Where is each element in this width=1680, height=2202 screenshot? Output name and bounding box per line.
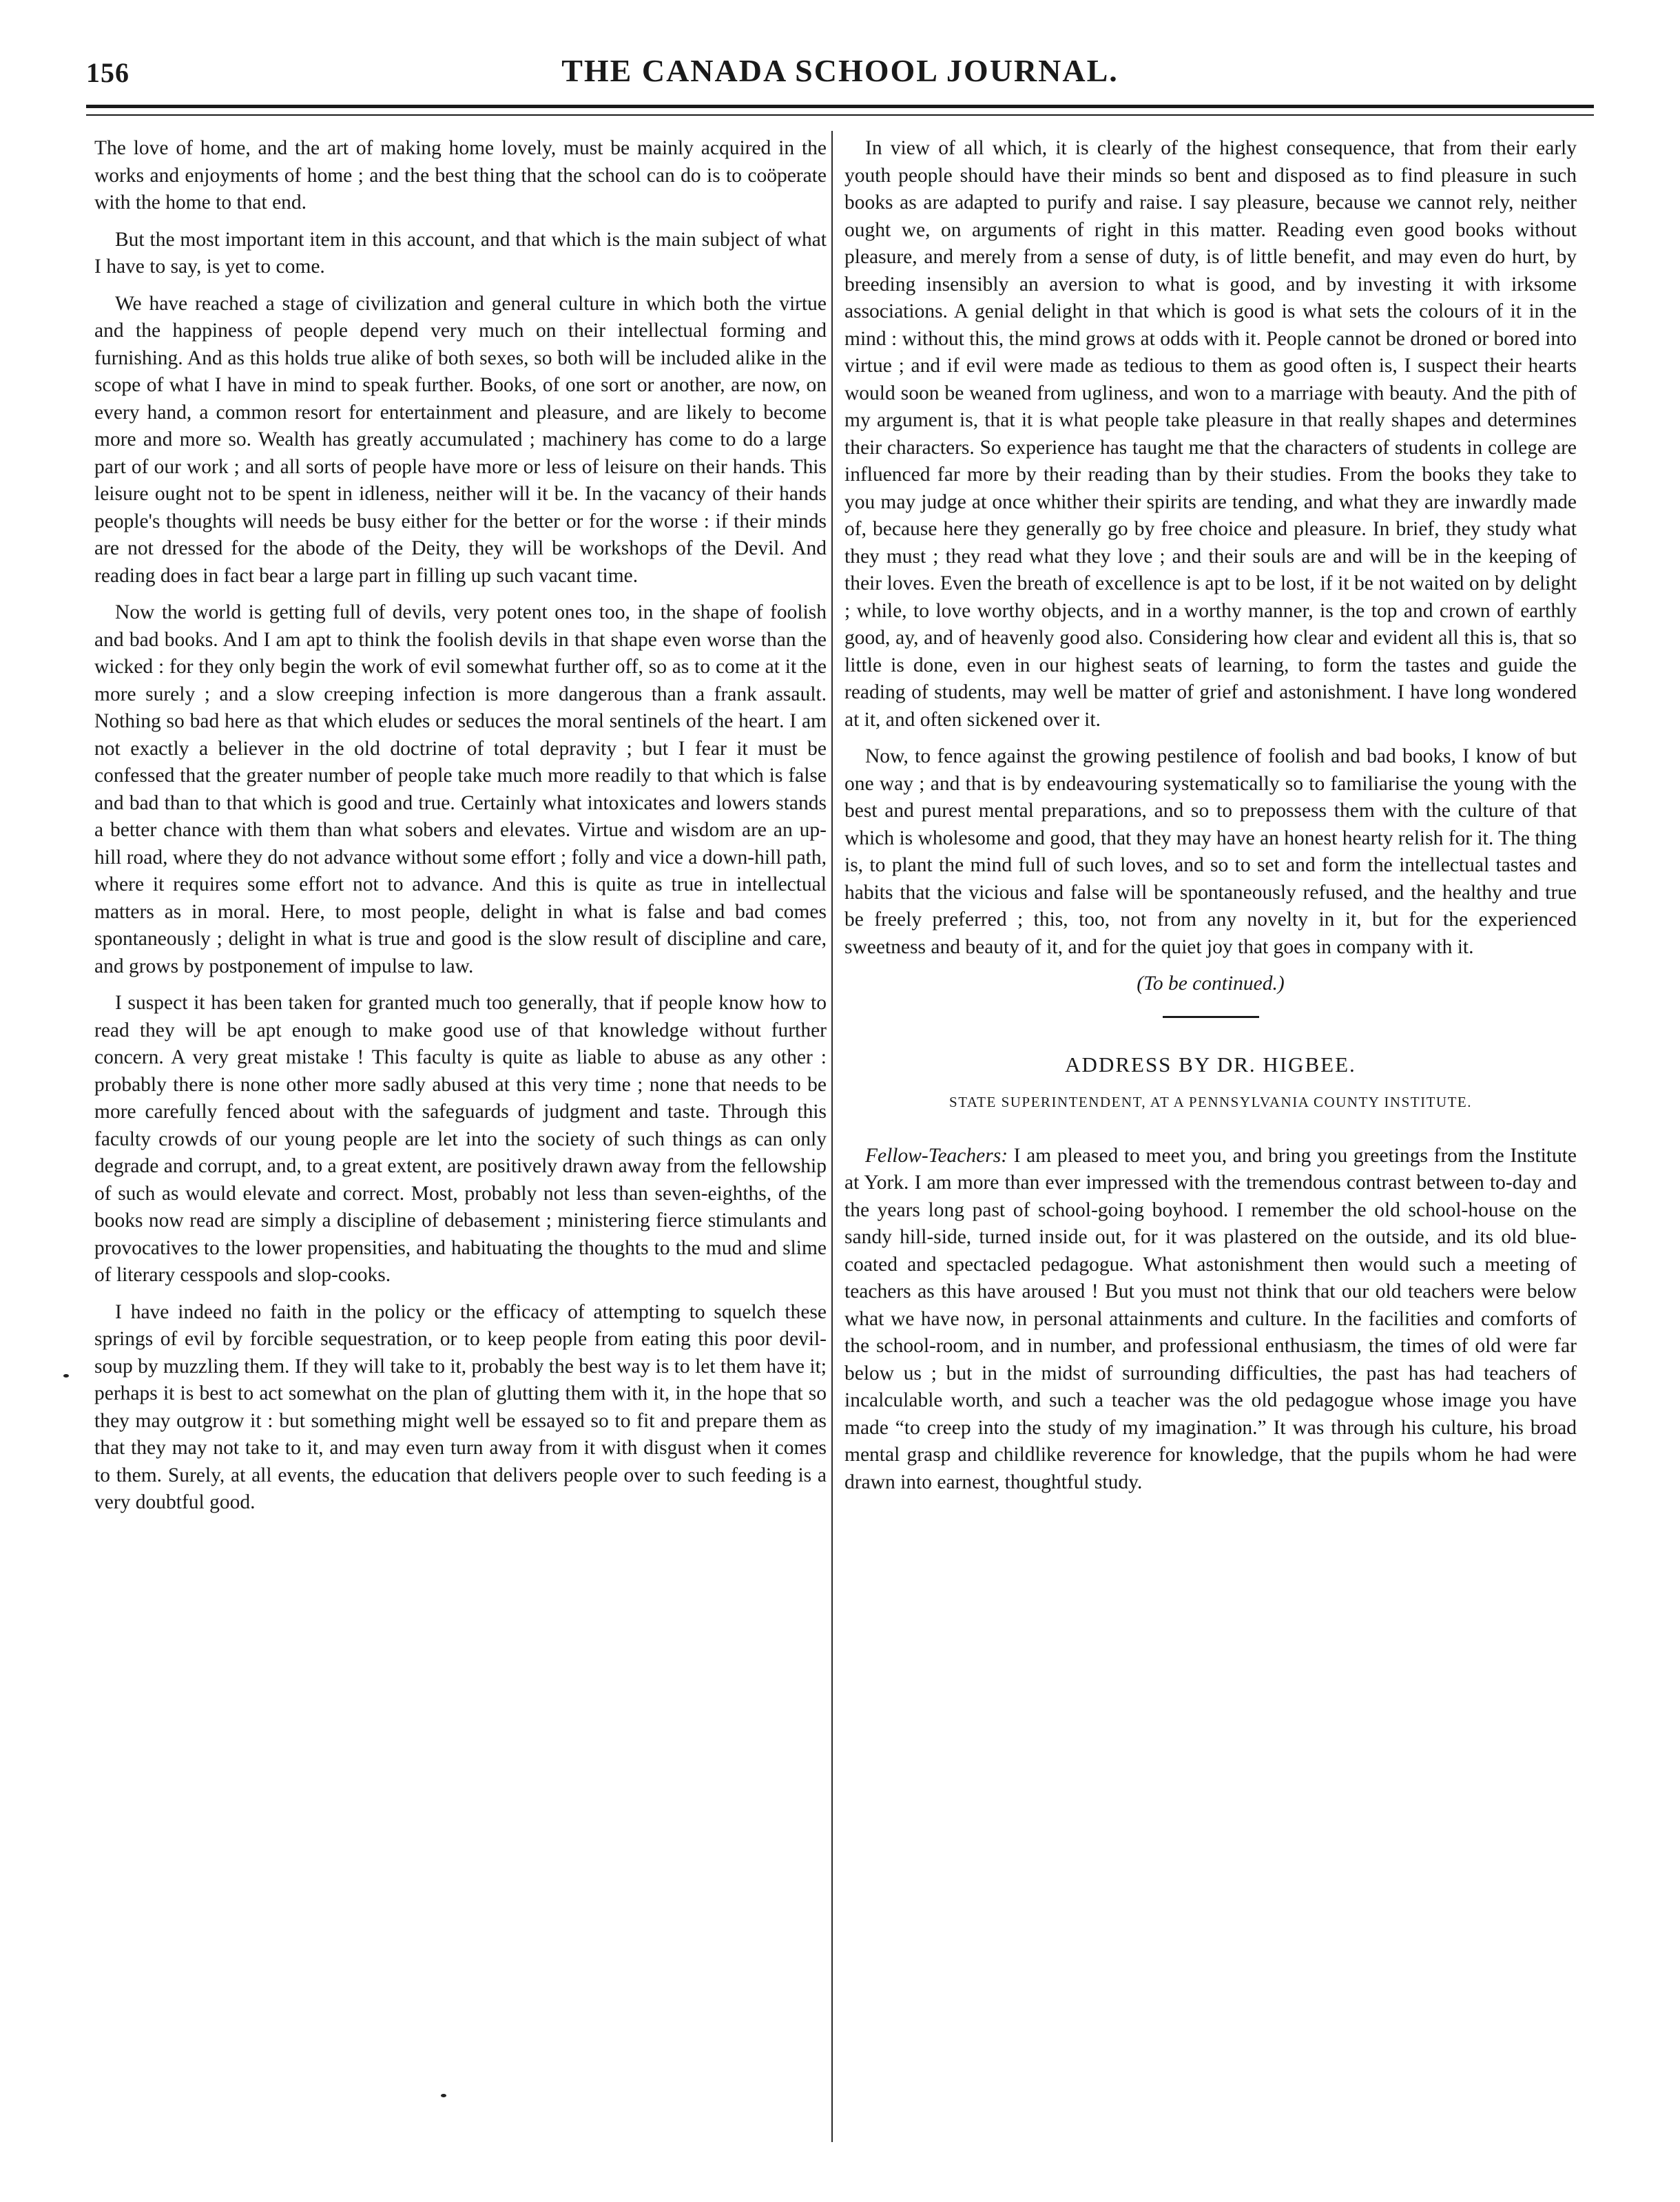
journal-title: THE CANADA SCHOOL JOURNAL. [561,53,1119,88]
header-rule-thin [86,114,1594,116]
left-column [94,135,827,1526]
paragraph: Now the world is getting full of devils, very potent ones too, in the shape of foolish and bad books. And I am apt to think the foolish devils in that shape even worse than the wicked : for they only begin the work of evil somewhat further off, so as to come at it the more surely ; and a slow creeping infection is more dangerous than a frank assault. Nothing so bad here as that which eludes or seduces the moral sentinels of the heart. I am not exactly a believer in the old doctrine of total depravity ; but I fear it must be confessed that the greater number of people take much more readily to that which is false and bad than to that which is good and true. Certainly what intoxicates and lowers stands a better chance with them than what sobers and elevates. Virtue and wisdom are an up-hill road, where they do not advance without some effort ; folly and vice a down-hill path, where it requires some effort not to advance. And this is quite as true in intellectual matters as in moral. Here, to most people, delight in what is false and bad comes spontaneously ; delight in what is true and good is the slow result of discipline and care, and grows by postponement of impulse to law. [94,601,827,977]
print-speck [441,2094,446,2097]
paragraph: In view of all which, it is clearly of the highest consequence, that from their early youth people should have their minds so bent and disposed as to find pleasure in such books as are adapted to purify and raise. I say pleasure, because we cannot rely, neither ought we, on arguments of right in this matter. Reading even good books without pleasure, and merely from a sense of duty, is of little benefit, and may even do hurt, by breeding insensibly an aversion to what is good, and by investing it with irksome associations. A genial delight in that which is good is what sets the colours of it in the mind : without this, the mind grows at odds with it. People cannot be droned or bored into virtue ; and if evil were made as tedious to them as good often is, I suspect their hearts would soon be weaned from ugliness, and won to a marriage with beauty. And the pith of my argument is, that it is what people take pleasure in that really shapes and determines their characters. So experience has taught me that the characters of students in college are influenced far more by their reading than by their studies. From the books they take to you may judge at once whither their spirits are tending, and what they are inwardly made of, because here they generally go by free choice and pleasure. In brief, they study what they must ; they read what they love ; and their souls are and will be in the keeping of their loves. Even the breath of excellence is apt to be lost, if it be not waited on by delight ; while, to love worthy objects, and in a worthy manner, is the top and crown of earthly good, ay, and of heavenly good also. Considering how clear and evident all this is, that so little is done, even in our highest seats of learning, to form the tastes and guide the reading of students, may well be matter of grief and astonishment. I have long wondered at it, and often sickened over it. [844,137,1577,731]
paragraph: The love of home, and the art of making home lovely, must be mainly acquired in the works and enjoyments of home ; and the best thing that the school can do is to coöperate with the home to that end. [94,137,827,214]
section-divider [1163,1016,1259,1018]
continued-note: (To be continued.) [1137,973,1285,995]
article-heading: ADDRESS BY DR. HIGBEE. [1065,1052,1356,1077]
address-paragraph [844,1143,1577,1497]
address-text: I am pleased to meet you, and bring you greetings from the Institute at York. I am more than ever impressed with the tremendous contrast between to-day and the years long past of school-going boyhood. I remember the old school-house on the sandy hill-side, turned inside out, for it was plastered on the outside, and its old blue-coated and spectacled pedagogue. What astonishment then would such a meeting of teachers as this have aroused ! But you must not think that our old teachers were below what we have now, in personal attainments and culture. In the facilities and comforts of the school-room, and in number, and professional enthusiasm, the times of old were far below us ; but in the midst of surrounding difficulties, the past has had teachers of incalculable worth, and such a teacher was the old pedagogue whose image you have made “to creep into the study of my imagination.” It was through his culture, his broad mental grasp and childlike reverence for knowledge, that the pupils whom he had were drawn into earnest, thoughtful study. [844,1144,1577,1493]
column-divider [831,131,833,2142]
print-speck [63,1374,69,1378]
right-column [844,135,1577,1506]
paragraph: Now, to fence against the growing pestilence of foolish and bad books, I know of but one way ; and that is by endeavouring systematically so to familiarise the young with the best and purest mental preparations, and so to prepossess them with the culture of that which is wholesome and good, that they may have an honest hearty relish for it. The thing is, to plant the mind full of such loves, and so to set and form the intellectual tastes and habits that the vicious and false will be spontaneously refused, and the healthy and true be freely preferred ; this, too, not from any novelty in it, but for the experienced sweetness and beauty of it, and for the quiet joy that goes in company with it. [844,745,1577,958]
paragraph: But the most important item in this account, and that which is the main subject of what I have to say, is yet to come. [94,228,827,278]
article-subheading: STATE SUPERINTENDENT, AT A PENNSYLVANIA COUNTY INSTITUTE. [949,1094,1472,1110]
address-salutation: Fellow-Teachers: [865,1144,1008,1167]
paragraph: I have indeed no faith in the policy or the efficacy of attempting to squelch these springs of evil by forcible sequestration, or to keep people from eating this poor devil-soup by muzzling them. If they will take to it, probably the best way is to let them have it; perhaps it is best to act somewhat on the plan of glutting them with it, in the hope that so they may outgrow it : but something might well be essayed so to fit and prepare them as that they may not take to it, and may even turn away from it with disgust when it comes to them. Surely, at all events, the education that delivers people over to such feeding is a very doubtful good. [94,1300,827,1513]
header-rule-thick [86,105,1594,108]
paragraph: We have reached a stage of civilization and general culture in which both the virtue and the happiness of people depend very much on their intellectual forming and furnishing. And as this holds true alike of both sexes, so both will be included alike in the scope of what I have in mind to speak further. Books, of one sort or another, are now, on every hand, a common resort for entertainment and pleasure, and are likely to become more and more so. Wealth has greatly accumulated ; machinery has come to do a large part of our work ; and all sorts of people have more or less of leisure on their hands. This leisure ought not to be spent in idleness, neither will it be. In the vacancy of their hands people's thoughts will needs be busy either for the better or for the worse : if their minds are not dressed for the abode of the Deity, they will be workshops of the Devil. And reading does in fact bear a large part in filling up such vacant time. [94,292,827,587]
page-number: 156 [86,57,129,88]
paragraph: I suspect it has been taken for granted much too generally, that if people know how to read they will be apt enough to make good use of that knowledge without further concern. A very great mistake ! This faculty is quite as liable to abuse as any other : probably there is none other more sadly abused at this very time ; none that needs to be more carefully fenced about with the safeguards of judgment and taste. Through this faculty crowds of our young people are let into the society of such things as can only degrade and corrupt, and, to a great extent, are positively drawn away from the fellowship of such as would elevate and correct. Most, probably not less than seven-eighths, of the books now read are simply a discipline of debasement ; ministering fierce stimulants and provocatives to the lower propensities, and habituating the thoughts to the mud and slime of literary cesspools and slop-cooks. [94,992,827,1286]
